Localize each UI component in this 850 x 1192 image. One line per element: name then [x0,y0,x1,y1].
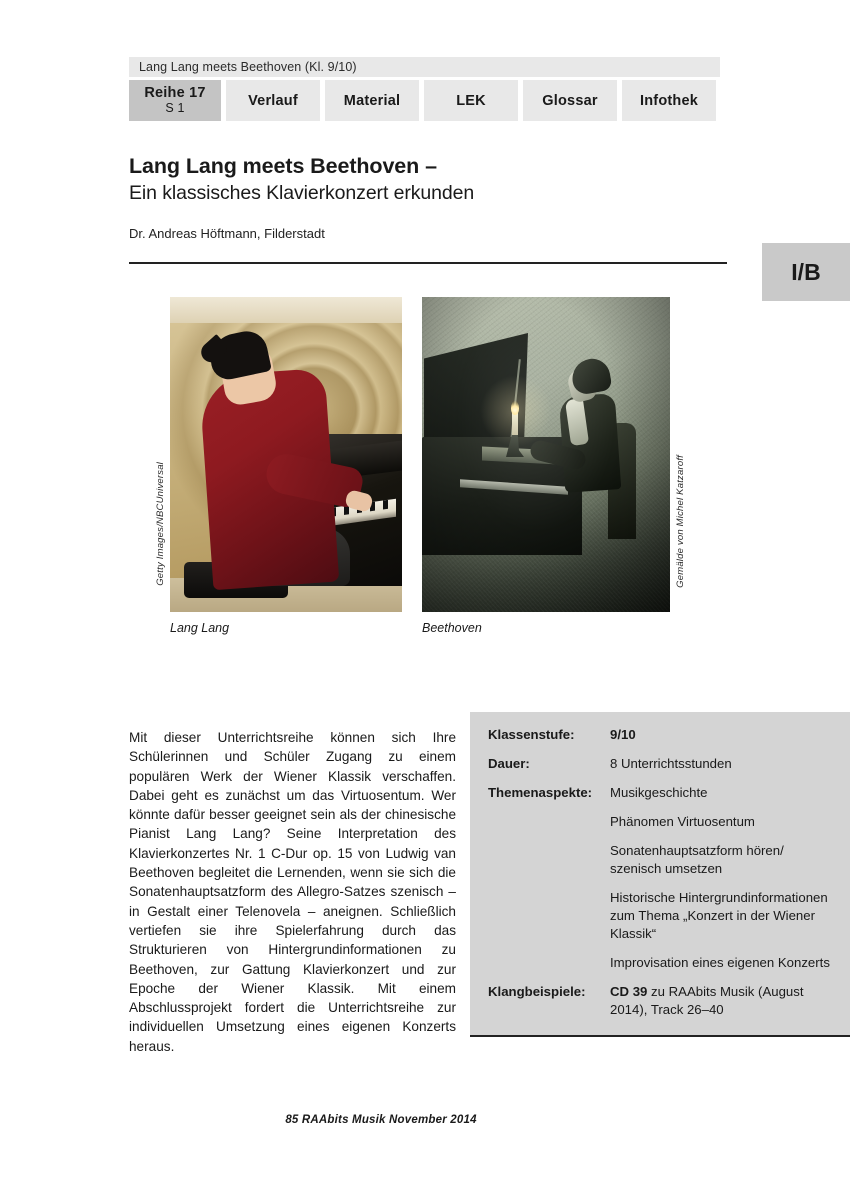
footer-text: 85 RAAbits Musik November 2014 [285,1114,477,1126]
lang-lang-ceiling [170,297,402,323]
intro-paragraph: Mit dieser Unterrichtsreihe können sich Ihre Schülerinnen und Schüler Zugang zu einem populären Werk der Wiener Klassik verschaffen. Dabei geht es zunächst um das Virtuosentum. Wer könnte dafür besser geeignet sein als der chinesische Pianist Lang Lang? Seine Interpretation des Klavierkonzertes Nr. 1 C-Dur op. 15 von Ludwig van Beethoven begleitet die Lernenden, wenn sie sich die Sonatenhauptsatzform des Allegro-Satzes szenisch – in Gestalt einer Telenovela – aneignen. Schließlich vertiefen sie ihre Spielerfahrung durch das Strukturieren von Hintergrundinformationen zu Beethoven, zur Gattung Klavierkonzert und zur Epoche der Wiener Klassik. Mit einem Abschlussprojekt fordert die Unterrichtsreihe zur individuellen Umsetzung eines eigenen Konzerts heraus. [129,730,456,1054]
section-tab-bar [129,80,720,121]
tab-verlauf-label: Verlauf [248,92,298,109]
status-badge [762,243,850,301]
info-value-themenaspekte-3: Sonatenhauptsatzform hören/ szenisch umsetzen [610,843,784,876]
course-info-box [470,712,850,1037]
info-value-themenaspekte-5: Improvisation eines eigenen Konzerts [610,955,830,970]
tab-material-label: Material [343,92,401,109]
info-row-themenaspekte-4 [470,889,850,943]
info-row-dauer [470,755,850,773]
painting-vignette [422,297,670,612]
info-value-themenaspekte-2: Phänomen Virtuosentum [610,814,755,829]
page-footer [0,1114,850,1126]
tab-infothek[interactable] [622,80,716,121]
tab-reihe-17[interactable] [129,80,221,121]
info-row-themenaspekte-2 [470,813,850,831]
tab-glossar[interactable] [523,80,617,121]
info-row-klangbeispiele [470,983,850,1019]
author-line: Dr. Andreas Höftmann, Filderstadt [129,226,325,241]
page-title: Lang Lang meets Beethoven – [129,154,437,178]
figure-beethoven [422,297,686,635]
tab-lek[interactable] [424,80,518,121]
beethoven-painting [422,297,670,612]
info-label-empty-1 [488,813,610,831]
info-label-dauer: Dauer: [488,756,530,771]
info-row-themenaspekte-3 [470,842,850,878]
info-value-klangbeispiele [610,983,836,1019]
figure-credit-beethoven: Gemälde von Michel Katzaroff [675,455,686,588]
figure-caption-lang-lang: Lang Lang [170,621,230,635]
klangbeispiele-cd-number: CD 39 [610,984,648,999]
tab-material[interactable] [325,80,419,121]
lang-lang-photo [170,297,402,612]
tab-lek-label: LEK [456,92,486,109]
title-divider [129,262,727,264]
info-label-klangbeispiele: Klangbeispiele: [488,984,586,999]
info-row-klassenstufe [470,726,850,744]
figure-caption-beethoven: Beethoven [422,621,482,635]
klangbeispiele-rest: zu RAAbits Musik (August 2014), Track 26–40 [610,984,804,1017]
info-value-klassenstufe: 9/10 [610,727,636,742]
tab-infothek-label: Infothek [640,92,698,109]
info-value-dauer: 8 Unterrichtsstunden [610,756,732,771]
breadcrumb-bar [129,57,720,77]
info-label-empty-4 [488,954,610,972]
info-row-themenaspekte [470,784,850,802]
tab-verlauf[interactable] [226,80,320,121]
figure-credit-lang-lang: Getty Images/NBCUniversal [155,462,166,586]
info-value-themenaspekte-4: Historische Hintergrundinformationen zum Thema „Konzert in der Wiener Klassik“ [610,890,828,941]
status-badge-label: I/B [791,258,821,285]
info-label-themenaspekte: Themenaspekte: [488,785,593,800]
title-block [129,152,729,241]
tab-glossar-label: Glossar [542,92,598,109]
info-label-empty-2 [488,842,610,878]
info-label-klassenstufe: Klassenstufe: [488,727,575,742]
info-row-themenaspekte-5 [470,954,850,972]
breadcrumb: Lang Lang meets Beethoven (Kl. 9/10) [139,60,357,74]
page-subtitle: Ein klassisches Klavierkonzert erkunden [129,182,475,204]
tab-reihe-17-label: Reihe 17 [144,85,206,101]
figure-lang-lang [155,297,402,635]
tab-reihe-17-sublabel: S 1 [165,101,185,115]
info-label-empty-3 [488,889,610,943]
info-value-themenaspekte-1: Musikgeschichte [610,785,708,800]
